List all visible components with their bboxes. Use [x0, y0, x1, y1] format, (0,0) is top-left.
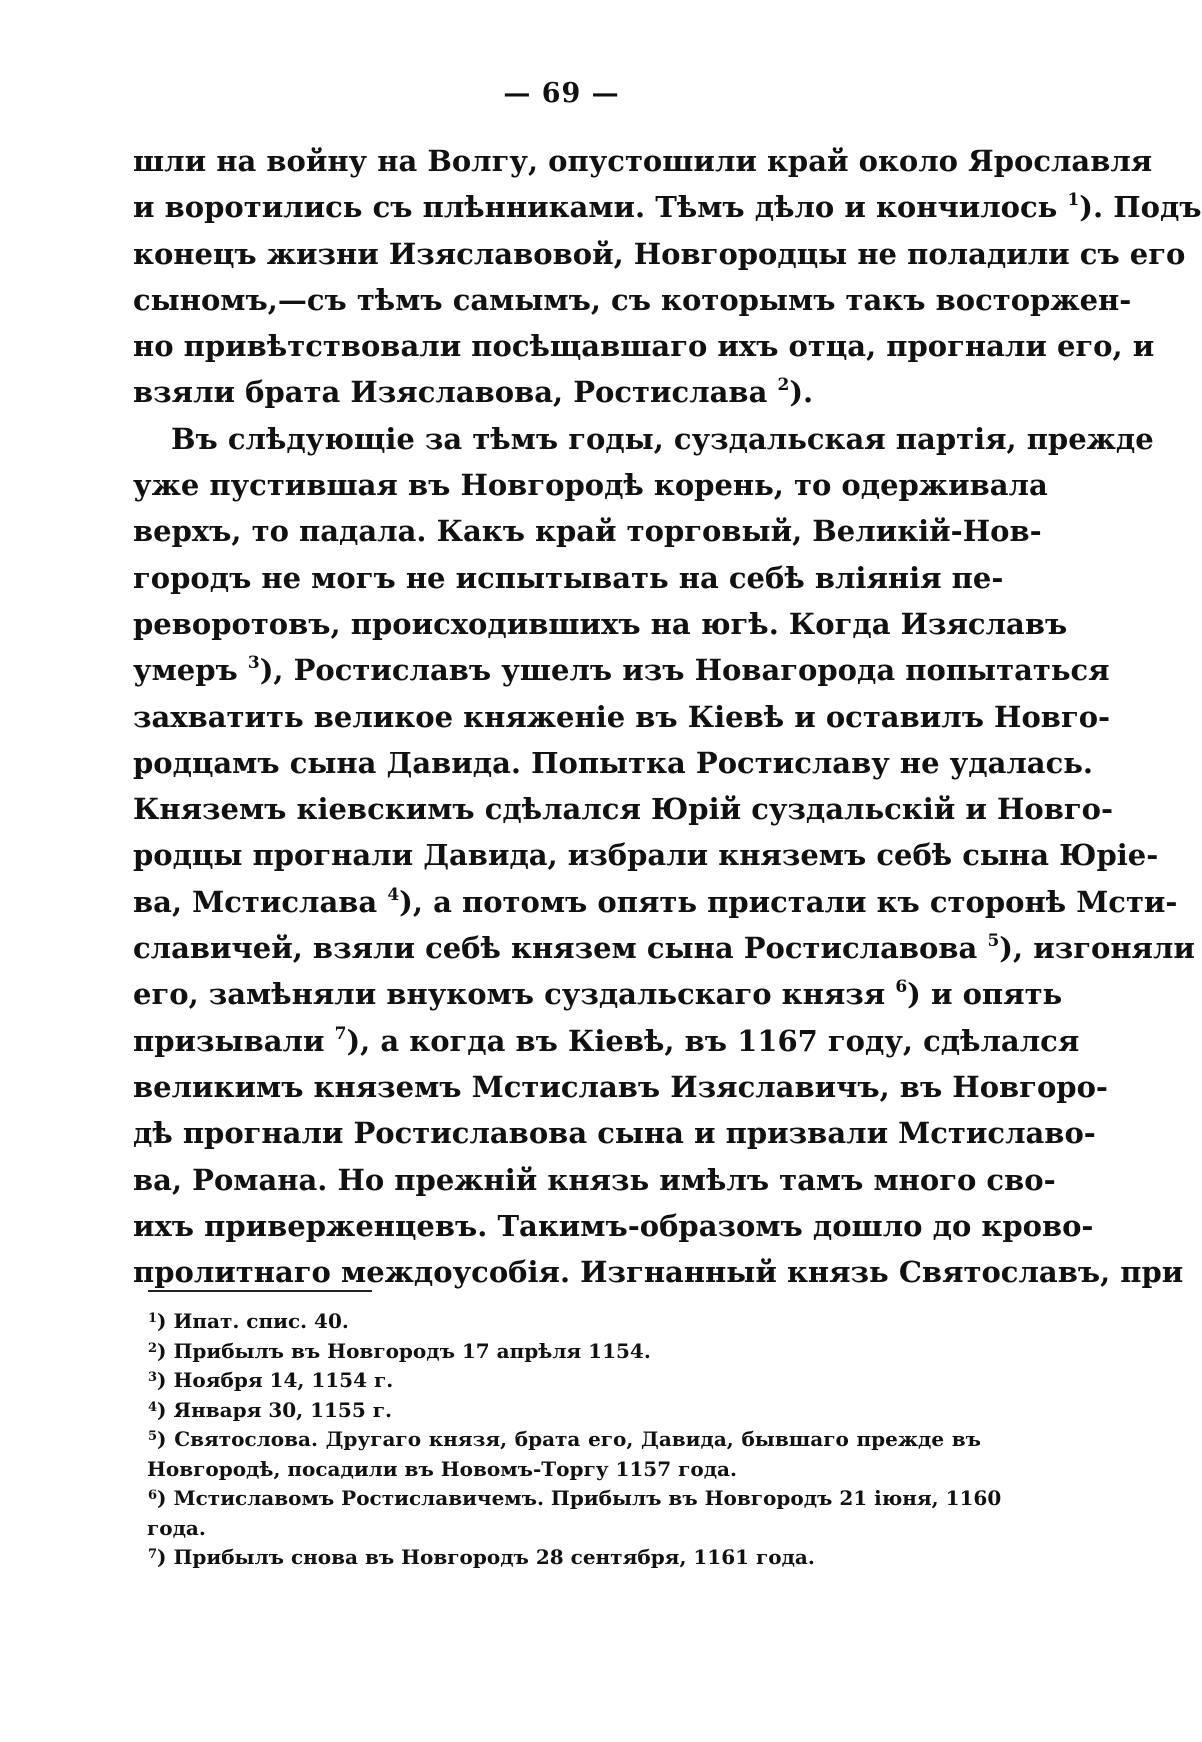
text-line: уже пустившая въ Новгородѣ корень, то одерживала	[133, 468, 1048, 503]
footnote-ref[interactable]: 6	[895, 977, 908, 998]
footnotes	[147, 1307, 1002, 1573]
footnote: $^3$) Ноября 14, 1154 г.	[148, 1368, 394, 1392]
text-line: его, замѣняли внукомъ суздальскаго князя $^6$) и опять	[133, 977, 1063, 1012]
text-line: призывали $^7$), а когда въ Кіевѣ, въ 1167 году, сдѣлался	[133, 1023, 1080, 1058]
text-line: и воротились съ плѣнниками. Тѣмъ дѣло и кончилось $^1$). Подъ	[133, 190, 1202, 225]
text-line: ва, Мстислава $^4$), а потомъ опять пристали къ сторонѣ Мсти-	[133, 884, 1178, 919]
text-line: ихъ приверженцевъ. Такимъ-образомъ дошло до крово-	[133, 1208, 1094, 1243]
text-line: верхъ, то падала. Какъ край торговый, Великій-Нов-	[133, 514, 1042, 549]
footnote-ref[interactable]: 3	[247, 653, 260, 674]
text-line: пролитнаго междоусобія. Изгнанный князь Святославъ, при	[133, 1255, 1184, 1290]
text-line: захватить великое княженіе въ Кіевѣ и оставилъ Новго-	[133, 699, 1111, 734]
footnote-ref[interactable]: 2	[777, 375, 790, 396]
footnote: $^4$) Января 30, 1155 г.	[148, 1397, 392, 1422]
footnote-ref[interactable]: 5	[987, 931, 1000, 952]
text-line: реворотовъ, происходившихъ на югѣ. Когда Изяславъ	[133, 606, 1068, 641]
text-line: славичей, взяли себѣ князем сына Ростиславова $^5$), изгоняли	[133, 931, 1195, 966]
footnote: $^7$) Прибылъ снова въ Новгородъ 28 сентября, 1161 года.	[148, 1545, 815, 1569]
text-line: великимъ княземъ Мстиславъ Изяславичъ, въ Новгоро-	[133, 1069, 1108, 1104]
footnote-continuation: Новгородѣ, посадили въ Новомъ-Торгу 1157 года.	[147, 1456, 737, 1481]
text-line: ва, Романа. Но прежній князь имѣлъ тамъ много сво-	[133, 1162, 1056, 1197]
main-text	[133, 138, 1202, 1295]
text-line: шли на войну на Волгу, опустошили край около Ярославля	[133, 144, 1153, 178]
footnote: $^2$) Прибылъ въ Новгородъ 17 апрѣля 1154.	[148, 1338, 651, 1363]
text-line: конецъ жизни Изяславовой, Новгородцы не поладили съ его	[133, 236, 1186, 271]
footnote-ref[interactable]: 7	[334, 1023, 347, 1044]
footnote-ref[interactable]: 1	[1067, 190, 1080, 211]
text-line: родцамъ сына Давида. Попытка Ростиславу не удалась.	[133, 745, 1094, 780]
text-line: Въ слѣдующіе за тѣмъ годы, суздальская партія, прежде	[171, 421, 1154, 456]
text-line: родцы прогнали Давида, избрали княземъ себѣ сына Юріе-	[133, 838, 1159, 873]
text-line: городъ не могъ не испытывать на себѣ вліянія пе-	[133, 560, 1004, 595]
text-line: взяли брата Изяславова, Ростислава $^2$).	[133, 375, 814, 410]
footnote: $^5$) Святослова. Другаго князя, брата его, Давида, бывшаго прежде въ	[148, 1427, 981, 1451]
footnote: $^1$) Ипат. спис. 40.	[148, 1309, 349, 1333]
footnote: $^6$) Мстиславомъ Ростиславичемъ. Прибылъ въ Новгородъ 21 іюня, 1160	[148, 1486, 1002, 1510]
footnote-continuation: года.	[147, 1515, 206, 1540]
text-line: сыномъ,—съ тѣмъ самымъ, съ которымъ такъ восторжен-	[133, 282, 1132, 317]
text-line: умеръ $^3$), Ростиславъ ушелъ изъ Новагорода попытаться	[133, 653, 1110, 688]
text-line: дѣ прогнали Ростиславова сына и призвали Мстиславо-	[133, 1116, 1096, 1151]
footnote-divider	[148, 1290, 372, 1292]
footnote-ref[interactable]: 4	[387, 884, 400, 905]
text-line: Княземъ кіевскимъ сдѣлался Юрій суздальскій и Новго-	[133, 792, 1114, 827]
text-line: но привѣтствовали посѣщавшаго ихъ отца, прогнали его, и	[133, 329, 1155, 364]
page-number: — 69 —	[503, 78, 620, 109]
